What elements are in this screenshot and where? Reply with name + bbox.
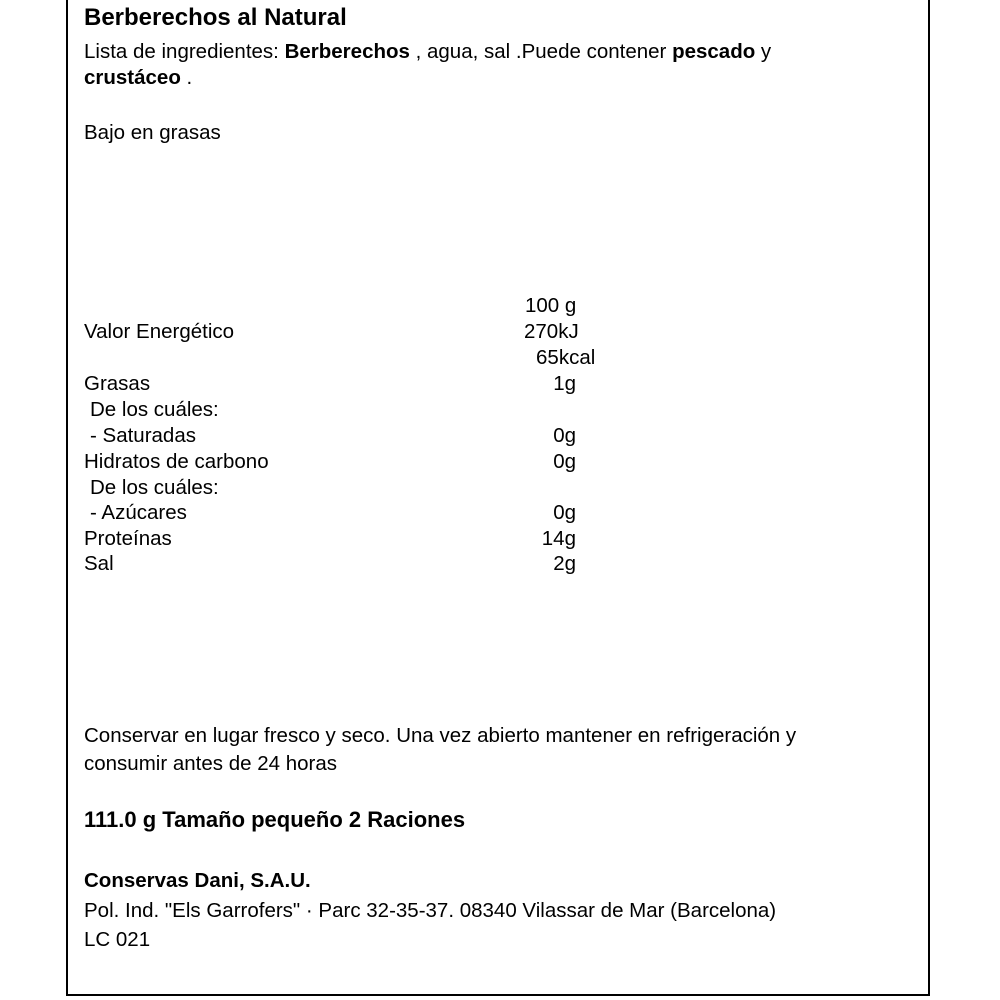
nutrition-row-label: - Azúcares bbox=[90, 501, 187, 524]
ingredients-end: . bbox=[180, 66, 193, 89]
ingredients-prefix: Lista de ingredientes: bbox=[84, 40, 285, 63]
energy-kj-value: 270 bbox=[524, 320, 559, 343]
nutrition-header-100g: 100 g bbox=[525, 294, 577, 317]
ingredients-line-2 bbox=[84, 66, 192, 90]
nutrition-energy-label: Valor Energético bbox=[84, 320, 235, 343]
storage-instructions-line-1: Conservar en lugar fresco y seco. Una vez abierto mantener en refrigeración y bbox=[84, 724, 797, 747]
nutrition-claim: Bajo en grasas bbox=[84, 121, 221, 144]
nutrition-row-value: 1g bbox=[553, 372, 576, 395]
nutrition-row-value: 2g bbox=[553, 552, 576, 575]
product-title: Berberechos al Natural bbox=[84, 4, 347, 31]
nutrition-energy-kcal bbox=[536, 346, 595, 370]
company-name: Conservas Dani, S.A.U. bbox=[84, 869, 311, 892]
nutrition-row-value: 0g bbox=[553, 501, 576, 524]
nutrition-row-value: 0g bbox=[553, 450, 576, 473]
nutrition-row-value: 0g bbox=[553, 424, 576, 447]
ingredient-allergen-pescado: pescado bbox=[672, 40, 756, 63]
ingredient-allergen-crustaceo: crustáceo bbox=[84, 66, 181, 89]
lot-code: LC 021 bbox=[84, 928, 151, 951]
nutrition-row-label: Proteínas bbox=[84, 527, 172, 550]
company-address: Pol. Ind. "Els Garrofers" · Parc 32-35-37. 08340 Vilassar de Mar (Barcelona) bbox=[84, 899, 777, 922]
storage-instructions-line-2: consumir antes de 24 horas bbox=[84, 752, 337, 775]
nutrition-row-label: De los cuáles: bbox=[90, 398, 219, 421]
energy-kcal-value: 65 bbox=[536, 346, 559, 369]
package-size: 111.0 g Tamaño pequeño 2 Raciones bbox=[84, 807, 466, 832]
nutrition-row-label: Sal bbox=[84, 552, 114, 575]
energy-kj-unit: kJ bbox=[558, 320, 579, 343]
nutrition-energy-kj bbox=[524, 320, 579, 344]
nutrition-row-label: Hidratos de carbono bbox=[84, 450, 269, 473]
ingredient-allergen-berberechos: Berberechos bbox=[284, 40, 410, 63]
energy-kcal-unit: kcal bbox=[558, 346, 596, 369]
nutrition-row-label: - Saturadas bbox=[90, 424, 196, 447]
nutrition-row-value: 14g bbox=[541, 527, 576, 550]
nutrition-row-label: Grasas bbox=[84, 372, 151, 395]
ingredients-middle: , agua, sal .Puede contener bbox=[409, 40, 673, 63]
nutrition-row-label: De los cuáles: bbox=[90, 476, 219, 499]
ingredients-sep: y bbox=[755, 40, 772, 63]
ingredients-line-1 bbox=[84, 40, 771, 64]
